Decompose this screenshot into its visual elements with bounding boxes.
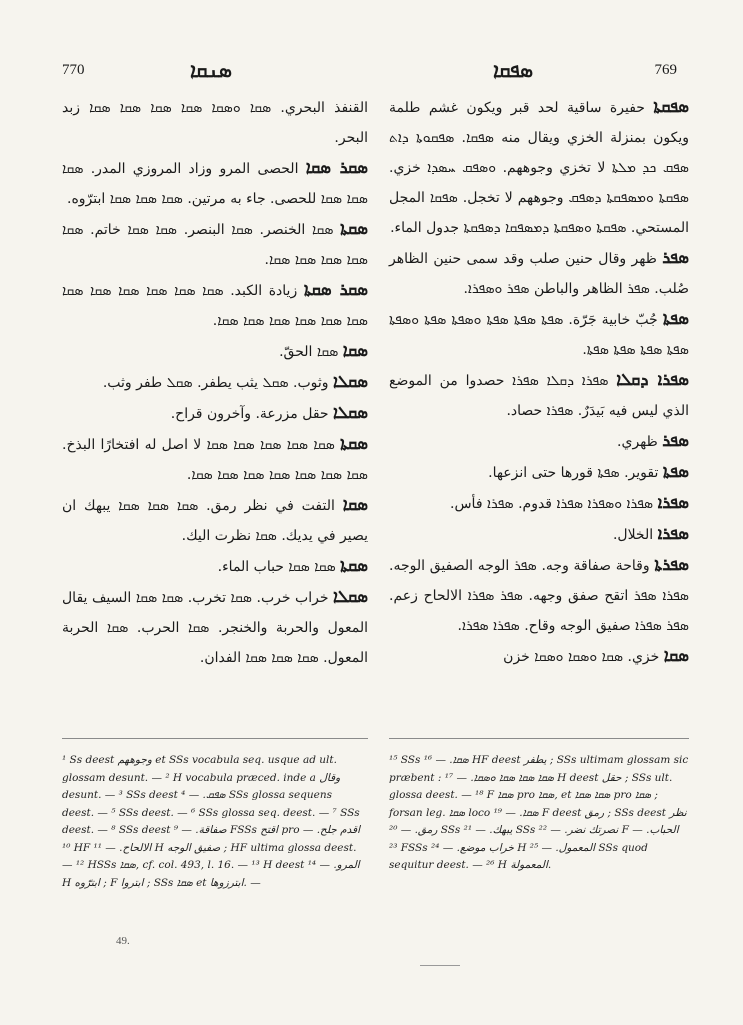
entry-text: ܣܩܐ الخنصر. ܣܩܐ البنصر. ܣܩܐ ܣܩܐ خاتم. ܣܩܐ ܣܩܐ ܣܩܐ ܣܩܐ ܣܩܐ. bbox=[62, 222, 368, 268]
entry bbox=[62, 398, 368, 429]
bottom-mark bbox=[420, 965, 460, 966]
entry-text: ܣܦܪܐ ܘܣܦܪܐ ܣܦܪܐ قدوم. ܣܦܪܐ فأس. bbox=[450, 496, 658, 512]
left-column bbox=[62, 92, 368, 673]
headword: ܣܩܐ bbox=[663, 646, 689, 665]
headword: ܣܩܬܐ bbox=[340, 556, 368, 575]
right-running-title: ܣܦܩܐ bbox=[493, 58, 533, 82]
signature-mark: 49. bbox=[116, 935, 130, 947]
entry-text: جُبّ خابية جَرّة. ܣܦܬܐ ܣܦܬܐ ܣܦܬܐ ܘܣܦܬܐ ܣܦܬܐ ܘܣܦܬܐ ܣܦܬܐ ܣܦܬܐ ܣܦܬܐ ܣܦܬܐ. bbox=[389, 312, 689, 358]
entry-text: حفيرة ساقية لحد قبر ويكون غشم طلمة ويكون بمنزلة الخزي ويقال منه ܣܦܩܐ. ܣܦܩܘܬܐ ܕܐܬ ܣܦܩ ܟܕ ܡܠܬܐ لا تخزي وجوههم. ܘܣܦܩ ܚܣܕܐ خزي. ܣܦܩܬܐ ܘܡܣܦܩܬܐ ܕܣܦܩ وجوههم لا تخجل. ܣܦܩܐ المجل المستحي. ܣܦܩܬܐ ܘܣܦܩܬܐ ܕܡܣܦܩܐ ܕܣܦܩܬܐ جدول الماء. bbox=[389, 100, 689, 236]
entry bbox=[389, 426, 689, 457]
headword: ܣܦܪܐ bbox=[657, 524, 689, 543]
headword: ܣܩܬܐ bbox=[340, 219, 368, 238]
entry bbox=[62, 551, 368, 582]
entry bbox=[389, 457, 689, 488]
entry bbox=[62, 429, 368, 490]
entry-text: الحصى المرو وزاد المروزي المدر. ܣܩܐ ܣܩܐ ܣܩܐ للحصى. جاء به مرتين. ܣܩܐ ܣܩܐ ܣܩܐ ابترّوه. bbox=[62, 161, 368, 207]
headword: ܣܦܬܐ bbox=[662, 309, 689, 328]
headword: ܣܩܐ bbox=[342, 341, 368, 360]
headword: ܣܩܠܐ bbox=[333, 587, 368, 606]
entry-text: ܣܩܐ الحقّ. bbox=[279, 344, 343, 360]
entry-text: التفت في نظر رمق. ܣܩܐ ܣܩܐ ܣܩܐ يبهك ان يصير في يديك. ܣܩܐ نظرت اليك. bbox=[62, 498, 368, 544]
headword: ܣܦܪܐ bbox=[657, 493, 689, 512]
entry bbox=[62, 92, 368, 153]
left-running-title: ܣܢܩܐ bbox=[190, 58, 232, 82]
footnote-rule bbox=[389, 738, 689, 739]
entry bbox=[62, 214, 368, 275]
entry bbox=[389, 488, 689, 519]
footnote-rule bbox=[62, 738, 368, 739]
entry bbox=[389, 550, 689, 641]
entry-text: وقاحة صفاقة وجه. ܣܦܪ الوجه الصفيق الوجه. ܣܦܪܐ ܣܦܪ اتقح صفق وجهه. ܣܦܪ ܣܦܪܐ الالحاح زعم. ܣܦܪ ܣܦܪܐ صفيق الوجه وقاح. ܣܦܪܐ ܣܦܪܐ. bbox=[389, 558, 689, 634]
right-page-number: 769 bbox=[654, 62, 677, 78]
right-column bbox=[389, 92, 689, 672]
headword: ܣܦܪ bbox=[662, 431, 689, 450]
page-header bbox=[0, 58, 743, 88]
entry bbox=[389, 92, 689, 243]
entry-text: القنفذ البحري. ܣܩܐ ܘܣܩܐ ܣܩܐ ܣܩܐ ܣܩܐ ܣܩܐ زبد البحر. bbox=[62, 100, 368, 146]
headword: ܣܦܩܬܐ bbox=[653, 97, 689, 116]
headword: ܣܩܪ ܣܩܐ bbox=[305, 158, 368, 177]
headword: ܣܩܪ ܣܩܬܐ bbox=[303, 280, 368, 299]
entry bbox=[389, 519, 689, 550]
entry-text: حقل مزرعة. وآخرون قراح. bbox=[170, 406, 334, 422]
headword: ܣܩܠܐ bbox=[333, 372, 368, 391]
entry-text: ܣܩܐ ܣܩܐ ܣܩܐ ܣܩܐ ܣܩܐ لا اصل له افتخارًا البذخ. ܣܩܐ ܣܩܐ ܣܩܐ ܣܩܐ ܣܩܐ ܣܩܐ ܣܩܐ. bbox=[62, 437, 368, 483]
entry-text: خراب خرب. ܣܩܐ تخرب. ܣܩܐ ܣܩܐ السيف يقال المعول والحربة والخنجر. ܣܩܐ الحرب. ܣܩܐ الحربة المعول. ܣܩܐ ܣܩܐ ܣܩܐ الفدان. bbox=[62, 590, 368, 666]
headword: ܣܦܪ bbox=[662, 248, 689, 267]
entry bbox=[389, 304, 689, 365]
left-page-number: 770 bbox=[62, 62, 85, 78]
entry bbox=[389, 365, 689, 426]
entry-text: ظهري. bbox=[617, 434, 663, 450]
entry-text: زيادة الكبد. ܣܩܐ ܣܩܐ ܣܩܐ ܣܩܐ ܣܩܐ ܣܩܐ ܣܩܐ ܣܩܐ ܣܩܐ ܣܩܐ ܣܩܐ ܣܩܐ. bbox=[62, 283, 368, 329]
footnotes-right: ¹⁵ SSs ܣܩܐ. — ¹⁶ HF deest يطفر ; SSs ultimam glossam sic præbent : ܣܩܐ ܣܩܐ ܣܩܐ ܘܣܩܐ. — ¹⁷ H deest حقل ; SSs ult. glossa deest. — ¹⁸ F ܣܩܐ pro ܣܩܐ, et ܣܩܐ ܣܩܐ pro ܣܩܐ ; forsan leg. ܣܩܐ loco ܣܩܐ. — ¹⁹ F deest رمق ; SSs deest نظر رمق. — ²⁰ SSs يبهك. — ²¹ SSs نصرتك نضر. — ²² F الحباب. — ²³ FSSs خراب موضع. — ²⁴ H المعمول. — ²⁵ SSs quod sequitur deest. — ²⁶ H المعمولة. bbox=[389, 754, 689, 871]
headword: ܣܩܬܐ bbox=[340, 434, 368, 453]
entry bbox=[62, 275, 368, 336]
entry bbox=[62, 490, 368, 551]
headword: ܣܦܪܐ ܕܩܠܐ bbox=[616, 370, 689, 389]
headword: ܣܩܐ bbox=[342, 495, 368, 514]
entry-text: خزي. ܣܩܐ ܘܣܩܐ ܘܣܩܐ خزن bbox=[503, 649, 664, 665]
headword: ܣܦܬܐ bbox=[662, 462, 689, 481]
entry bbox=[389, 641, 689, 672]
entry bbox=[62, 582, 368, 673]
headword: ܣܦܪܬܐ bbox=[654, 555, 689, 574]
entry bbox=[389, 243, 689, 304]
entry-text: ܣܩܐ ܣܩܐ حباب الماء. bbox=[217, 559, 341, 575]
entry-text: الخلال. bbox=[612, 527, 658, 543]
entry bbox=[62, 367, 368, 398]
entry bbox=[62, 336, 368, 367]
headword: ܣܩܠܐ bbox=[333, 403, 368, 422]
entry-text: وثوب. ܣܩܠ يثب يطفر. ܣܩܠ طفر وثب. bbox=[102, 375, 334, 391]
entry-text: تقوير. ܣܦܬܐ قورها حتى انزعها. bbox=[488, 465, 663, 481]
entry bbox=[62, 153, 368, 214]
footnotes-left: ¹ Ss deest وجوههم et SSs vocabula seq. usque ad ult. glossam desunt. — ² H vocabula præced. inde a وقال desunt. — ³ SSs deest ܣܦܩ. — ⁴ SSs glossa sequens deest. — ⁵ SSs deest. — ⁶ SSs glossa seq. deest. — ⁷ SSs deest. — ⁸ SSs deest صفاقة. — ⁹ FSSs اقتح pro اقدم جلح. — ¹⁰ HF الالحاح. — ¹¹ H صفيق الوجه ; HF ultima glossa deest. — ¹² HSSs ܣܩܐ, cf. col. 493, l. 16. — ¹³ H deest المرو. — ¹⁴ H ابترّوه ; F ابتروا ; SSs ܣܩܐ et ابترزوها. — bbox=[62, 754, 361, 889]
entry-text: ظهر وقال حنين صلب وقد سمى حنين الظاهر صُلب. ܣܦܪ الظاهر والباطن ܣܦܪ ܘܣܦܪܐ. bbox=[389, 251, 689, 297]
entry-text: ܣܦܪܐ ܕܩܠܐ ܣܦܪܐ حصدوا من الموضع الذي ليس فيه بَيدَرٌ. ܣܦܪܐ حصاد. bbox=[389, 373, 689, 419]
